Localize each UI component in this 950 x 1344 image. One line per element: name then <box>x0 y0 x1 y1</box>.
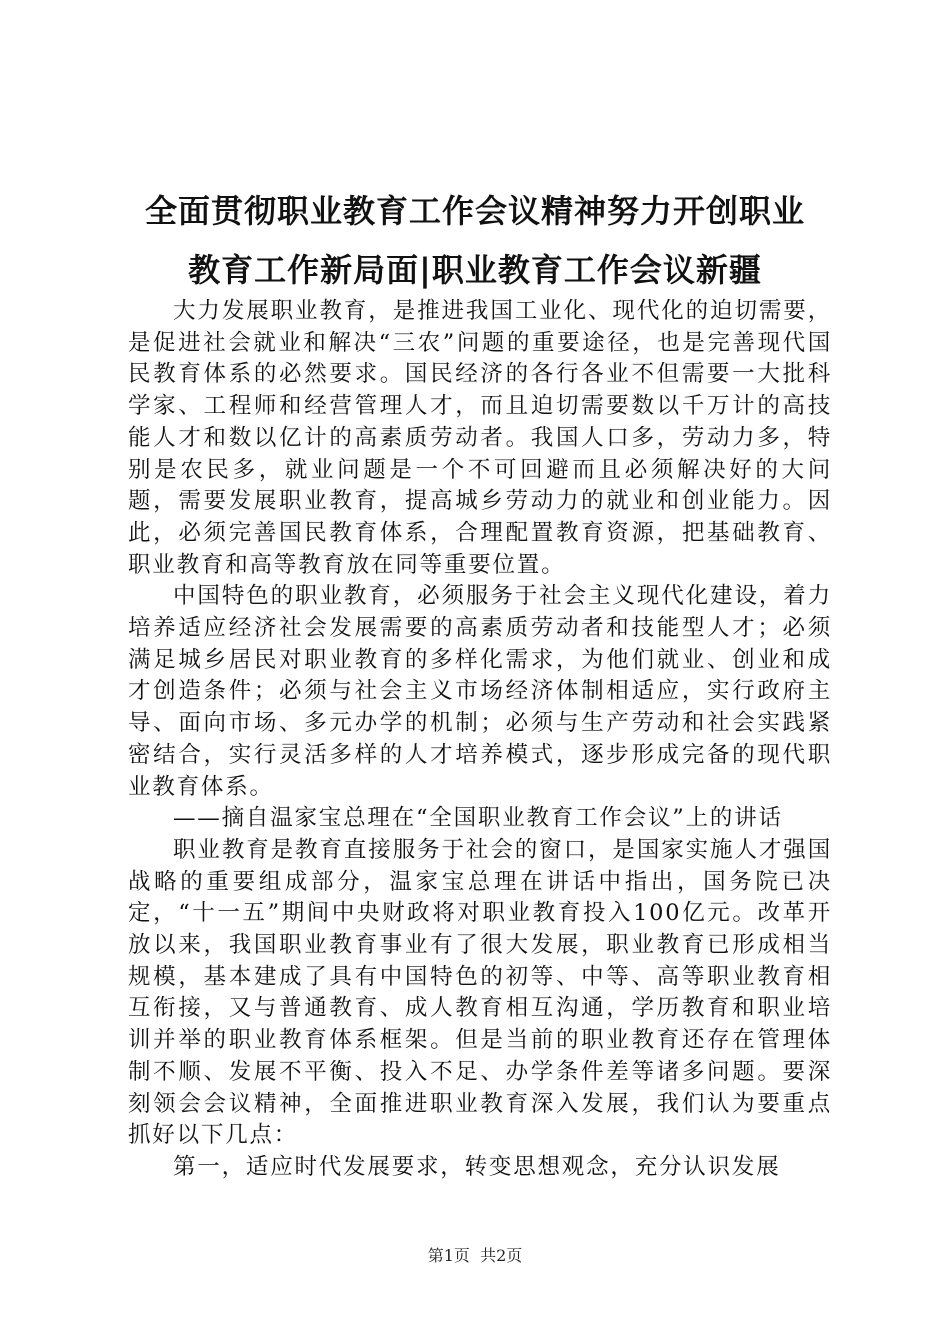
paragraph-characteristics: 中国特色的职业教育，必须服务于社会主义现代化建设，着力培养适应经济社会发展需要的高素质劳动者和技能型人才；必须满足城乡居民对职业教育的多样化需求，为他们就业、创业和成才创造条件；必须与社会主义市场经济体制相适应，实行政府主导、面向市场、多元办学的机制；必须与生产劳动和社会实践紧密结合，实行灵活多样的人才培养模式，逐步形成完备的现代职业教育体系。 <box>128 583 832 800</box>
document-title-line-1: 全面贯彻职业教育工作会议精神努力开创职业 <box>144 192 805 230</box>
document-body <box>128 296 832 1184</box>
document-title-line-2: 教育工作新局面|职业教育工作会议新疆 <box>188 251 762 289</box>
paragraph-quote-source: ——摘自温家宝总理在“全国职业教育工作会议”上的讲话 <box>173 805 783 832</box>
paragraph-intro: 大力发展职业教育，是推进我国工业化、现代化的迫切需要，是促进社会就业和解决“三农”问题的重要途径，也是完善现代国民教育体系的必然要求。国民经济的各行各业不但需要一大批科学家、工程师和经营管理人才，而且迫切需要数以千万计的高技能人才和数以亿计的高素质劳动者。我国人口多，劳动力多，特别是农民多，就业问题是一个不可回避而且必须解决好的大问题，需要发展职业教育，提高城乡劳动力的就业和创业能力。因此，必须完善国民教育体系，合理配置教育资源，把基础教育、职业教育和高等教育放在同等重要位置。 <box>128 298 832 578</box>
paragraph-analysis: 职业教育是教育直接服务于社会的窗口，是国家实施人才强国战略的重要组成部分，温家宝总理在讲话中指出，国务院已决定，“十一五”期间中央财政将对职业教育投入100亿元。改革开放以来，我国职业教育事业有了很大发展，职业教育已形成相当规模，基本建成了具有中国特色的初等、中等、高等职业教育相互衔接，又与普通教育、成人教育相互沟通，学历教育和职业培训并举的职业教育体系框架。但是当前的职业教育还存在管理体制不顺、发展不平衡、投入不足、办学条件差等诸多问题。要深刻领会会议精神，全面推进职业教育深入发展，我们认为要重点抓好以下几点： <box>128 836 832 1149</box>
paragraph-first-point: 第一，适应时代发展要求，转变思想观念，充分认识发展 <box>173 1153 781 1180</box>
page-number-footer: 第1页 共2页 <box>427 1246 523 1265</box>
